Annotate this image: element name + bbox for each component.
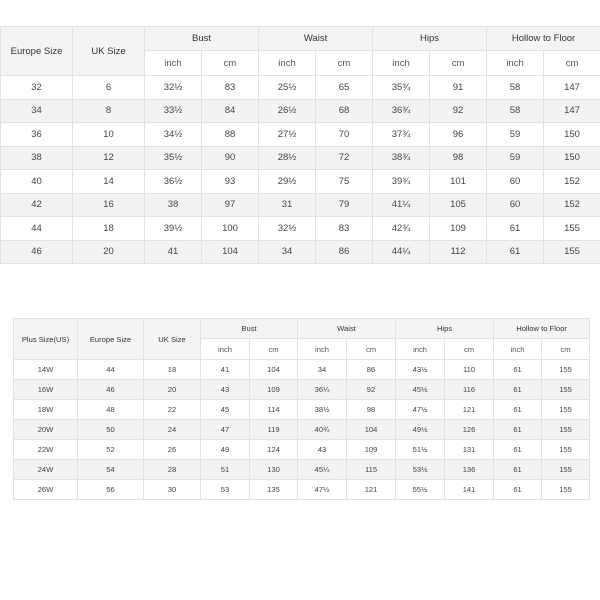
table-cell: 61 [494, 440, 542, 460]
table-cell: 61 [494, 420, 542, 440]
table-cell: 58 [487, 99, 544, 123]
plus-size-chart-table [13, 318, 590, 500]
table-cell: 98 [430, 146, 487, 170]
col-header-uk-size: UK Size [144, 319, 201, 360]
table-cell: 83 [316, 217, 373, 241]
table-cell: 26W [14, 480, 78, 500]
table-cell: 61 [494, 460, 542, 480]
table-cell: 39¾ [373, 170, 430, 194]
table-cell: 55½ [396, 480, 445, 500]
table-cell: 104 [202, 240, 259, 264]
table-cell: 83 [202, 76, 259, 100]
table-cell: 6 [73, 76, 145, 100]
table-cell: 59 [487, 146, 544, 170]
table-cell: 16 [73, 193, 145, 217]
unit-label: cm [544, 51, 600, 76]
table-cell: 53½ [396, 460, 445, 480]
table-cell: 12 [73, 146, 145, 170]
table-cell: 96 [430, 123, 487, 147]
table-cell: 152 [544, 170, 600, 194]
table-cell: 104 [347, 420, 396, 440]
table-cell: 32½ [145, 76, 202, 100]
table-cell: 72 [316, 146, 373, 170]
table-cell: 47½ [298, 480, 347, 500]
table-cell: 155 [542, 440, 590, 460]
unit-label: inch [396, 339, 445, 360]
table-cell: 36½ [145, 170, 202, 194]
table-row [14, 480, 590, 500]
table-cell: 40 [1, 170, 73, 194]
table-cell: 30 [144, 480, 201, 500]
table-cell: 155 [542, 360, 590, 380]
table-cell: 26½ [259, 99, 316, 123]
table-cell: 45½ [396, 380, 445, 400]
table-cell: 61 [494, 380, 542, 400]
table-cell: 18 [73, 217, 145, 241]
col-header-uk-size: UK Size [73, 27, 145, 76]
table-cell: 38¾ [373, 146, 430, 170]
table-cell: 86 [347, 360, 396, 380]
table-cell: 88 [202, 123, 259, 147]
table-cell: 49 [201, 440, 250, 460]
table-cell: 130 [250, 460, 298, 480]
table-cell: 34 [298, 360, 347, 380]
table-cell: 20 [144, 380, 201, 400]
table-cell: 43½ [396, 360, 445, 380]
table-cell: 28½ [259, 146, 316, 170]
table-cell: 34½ [145, 123, 202, 147]
table-cell: 147 [544, 99, 600, 123]
table-cell: 124 [250, 440, 298, 460]
table-cell: 92 [347, 380, 396, 400]
table-cell: 60 [487, 193, 544, 217]
table-row [14, 360, 590, 380]
table-cell: 110 [445, 360, 494, 380]
table-cell: 126 [445, 420, 494, 440]
table-row [14, 420, 590, 440]
table-cell: 32 [1, 76, 73, 100]
table-cell: 16W [14, 380, 78, 400]
table-cell: 84 [202, 99, 259, 123]
table-cell: 90 [202, 146, 259, 170]
table-cell: 47 [201, 420, 250, 440]
table-cell: 29½ [259, 170, 316, 194]
table-row [1, 123, 600, 147]
table-cell: 14W [14, 360, 78, 380]
table-cell: 150 [544, 146, 600, 170]
table-cell: 135 [250, 480, 298, 500]
table-cell: 20W [14, 420, 78, 440]
table-cell: 155 [542, 420, 590, 440]
col-header-waist: Waist [259, 27, 373, 51]
table-cell: 61 [487, 240, 544, 264]
table-cell: 61 [494, 480, 542, 500]
table-cell: 36 [1, 123, 73, 147]
col-header-hollow-to-floor: Hollow to Floor [487, 27, 600, 51]
table-cell: 116 [445, 380, 494, 400]
table-cell: 8 [73, 99, 145, 123]
table-cell: 22W [14, 440, 78, 460]
unit-label: inch [487, 51, 544, 76]
table-cell: 75 [316, 170, 373, 194]
table-cell: 36¼ [298, 380, 347, 400]
table-row [1, 76, 600, 100]
table-cell: 41¼ [373, 193, 430, 217]
table-cell: 70 [316, 123, 373, 147]
table-row [14, 400, 590, 420]
table-cell: 98 [347, 400, 396, 420]
table-cell: 18 [144, 360, 201, 380]
table-cell: 38 [1, 146, 73, 170]
unit-label: inch [494, 339, 542, 360]
table-cell: 45 [201, 400, 250, 420]
table-row [1, 193, 600, 217]
table-cell: 61 [494, 400, 542, 420]
table-cell: 41 [145, 240, 202, 264]
table-cell: 39½ [145, 217, 202, 241]
table-cell: 155 [542, 480, 590, 500]
unit-label: inch [145, 51, 202, 76]
table-cell: 41 [201, 360, 250, 380]
table-cell: 33½ [145, 99, 202, 123]
table-cell: 61 [487, 217, 544, 241]
header-row [1, 27, 600, 51]
table-cell: 18W [14, 400, 78, 420]
table-cell: 22 [144, 400, 201, 420]
table-cell: 44 [1, 217, 73, 241]
table-cell: 65 [316, 76, 373, 100]
table-cell: 152 [544, 193, 600, 217]
table-cell: 131 [445, 440, 494, 460]
unit-label: inch [201, 339, 250, 360]
table-cell: 109 [347, 440, 396, 460]
table-cell: 43 [298, 440, 347, 460]
unit-label: cm [347, 339, 396, 360]
table-cell: 35¾ [373, 76, 430, 100]
table-cell: 46 [1, 240, 73, 264]
table-cell: 51½ [396, 440, 445, 460]
table-cell: 101 [430, 170, 487, 194]
table-cell: 61 [494, 360, 542, 380]
table-cell: 86 [316, 240, 373, 264]
unit-label: cm [445, 339, 494, 360]
table-cell: 68 [316, 99, 373, 123]
table-cell: 147 [544, 76, 600, 100]
table-cell: 44¼ [373, 240, 430, 264]
table-cell: 32½ [259, 217, 316, 241]
header-row [14, 319, 590, 339]
table-cell: 40¾ [298, 420, 347, 440]
table-cell: 121 [347, 480, 396, 500]
table-row [14, 380, 590, 400]
table-cell: 10 [73, 123, 145, 147]
table-cell: 51 [201, 460, 250, 480]
col-header-hollow-to-floor: Hollow to Floor [494, 319, 590, 339]
table-cell: 119 [250, 420, 298, 440]
table-cell: 93 [202, 170, 259, 194]
col-header-plus-size: Plus Size(US) [14, 319, 78, 360]
table-cell: 155 [544, 217, 600, 241]
table-cell: 50 [78, 420, 144, 440]
unit-label: inch [373, 51, 430, 76]
table-cell: 58 [487, 76, 544, 100]
table-cell: 25½ [259, 76, 316, 100]
table-row [1, 146, 600, 170]
table-cell: 42 [1, 193, 73, 217]
table-cell: 49½ [396, 420, 445, 440]
table-cell: 44 [78, 360, 144, 380]
table-cell: 155 [544, 240, 600, 264]
table-row [1, 170, 600, 194]
table-cell: 150 [544, 123, 600, 147]
unit-label: cm [316, 51, 373, 76]
table-cell: 155 [542, 460, 590, 480]
table-cell: 59 [487, 123, 544, 147]
unit-label: cm [542, 339, 590, 360]
table-cell: 109 [250, 380, 298, 400]
table-row [1, 99, 600, 123]
table-cell: 136 [445, 460, 494, 480]
table-cell: 38 [145, 193, 202, 217]
table-cell: 38½ [298, 400, 347, 420]
unit-label: inch [298, 339, 347, 360]
table-cell: 34 [1, 99, 73, 123]
table-cell: 46 [78, 380, 144, 400]
table-cell: 104 [250, 360, 298, 380]
unit-label: cm [202, 51, 259, 76]
col-header-europe-size: Europe Size [78, 319, 144, 360]
table-row [14, 440, 590, 460]
table-cell: 97 [202, 193, 259, 217]
table-row [1, 240, 600, 264]
table-cell: 109 [430, 217, 487, 241]
table-cell: 20 [73, 240, 145, 264]
table-cell: 155 [542, 400, 590, 420]
table-cell: 112 [430, 240, 487, 264]
table-cell: 92 [430, 99, 487, 123]
col-header-hips: Hips [396, 319, 494, 339]
table-cell: 115 [347, 460, 396, 480]
table-cell: 105 [430, 193, 487, 217]
table-cell: 24 [144, 420, 201, 440]
table-cell: 35½ [145, 146, 202, 170]
col-header-bust: Bust [145, 27, 259, 51]
table-cell: 121 [445, 400, 494, 420]
col-header-bust: Bust [201, 319, 298, 339]
unit-label: cm [250, 339, 298, 360]
table-cell: 53 [201, 480, 250, 500]
table-cell: 14 [73, 170, 145, 194]
unit-label: inch [259, 51, 316, 76]
table-cell: 100 [202, 217, 259, 241]
table-cell: 155 [542, 380, 590, 400]
col-header-waist: Waist [298, 319, 396, 339]
table-cell: 43 [201, 380, 250, 400]
table-row [1, 217, 600, 241]
table-cell: 54 [78, 460, 144, 480]
size-chart-table [0, 26, 600, 264]
table-cell: 26 [144, 440, 201, 460]
table-cell: 27½ [259, 123, 316, 147]
table-cell: 45¼ [298, 460, 347, 480]
col-header-hips: Hips [373, 27, 487, 51]
table-cell: 47½ [396, 400, 445, 420]
table-cell: 36¾ [373, 99, 430, 123]
unit-label: cm [430, 51, 487, 76]
table-cell: 141 [445, 480, 494, 500]
table-cell: 79 [316, 193, 373, 217]
table-cell: 34 [259, 240, 316, 264]
table-cell: 24W [14, 460, 78, 480]
table-cell: 52 [78, 440, 144, 460]
table-row [14, 460, 590, 480]
table-cell: 42¾ [373, 217, 430, 241]
table-cell: 28 [144, 460, 201, 480]
table-cell: 56 [78, 480, 144, 500]
table-cell: 60 [487, 170, 544, 194]
table-cell: 48 [78, 400, 144, 420]
table-cell: 91 [430, 76, 487, 100]
table-cell: 37¾ [373, 123, 430, 147]
col-header-europe-size: Europe Size [1, 27, 73, 76]
table-cell: 114 [250, 400, 298, 420]
table-cell: 31 [259, 193, 316, 217]
